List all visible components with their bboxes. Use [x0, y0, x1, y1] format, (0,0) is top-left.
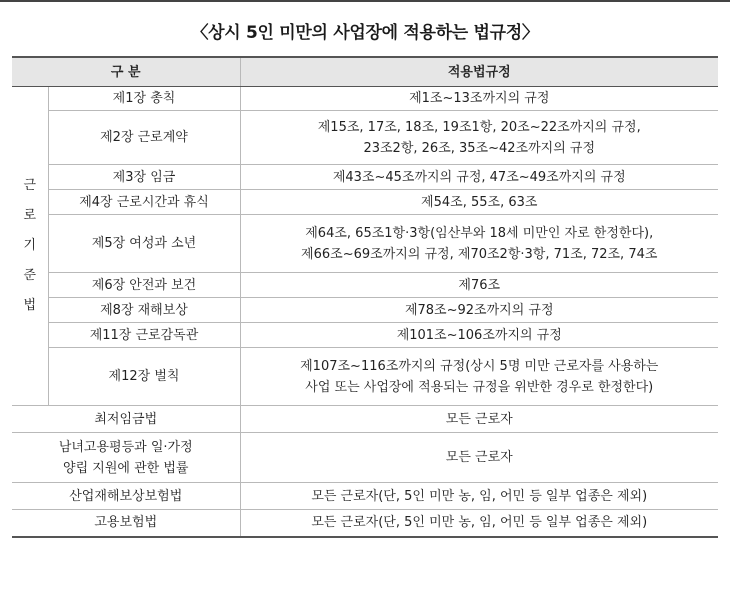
header-category: 구 분 — [12, 57, 240, 87]
table-row — [12, 190, 718, 215]
table-title: 〈상시 5인 미만의 사업장에 적용하는 법규정〉 — [191, 23, 539, 43]
provisions-cell: 제107조~116조까지의 규정(상시 5명 미만 근로자를 사용하는 사업 또는 사업장에 적용되는 규정을 위반한 경우로 한정한다) — [240, 348, 718, 406]
group-label-labor-standards-act: 근 로 기 준 법 — [12, 87, 48, 406]
table-row — [12, 510, 718, 537]
chapter-cell: 제8장 재해보상 — [48, 298, 240, 323]
table-row — [12, 433, 718, 483]
chapter-cell: 제4장 근로시간과 휴식 — [48, 190, 240, 215]
provisions-cell: 제64조, 65조1항·3항(임산부와 18세 미만인 자로 한정한다), 제66조~69조까지의 규정, 제70조2항·3항, 71조, 72조, 74조 — [240, 215, 718, 273]
table-row — [12, 298, 718, 323]
provisions-cell: 제54조, 55조, 63조 — [240, 190, 718, 215]
chapter-cell: 제6장 안전과 보건 — [48, 273, 240, 298]
law-name-cell: 최저임금법 — [12, 406, 240, 433]
law-name-cell: 고용보험법 — [12, 510, 240, 537]
law-table — [12, 56, 718, 538]
chapter-cell: 제5장 여성과 소년 — [48, 215, 240, 273]
chapter-cell: 제3장 임금 — [48, 165, 240, 190]
provisions-cell: 제43조~45조까지의 규정, 47조~49조까지의 규정 — [240, 165, 718, 190]
chapter-cell: 제11장 근로감독관 — [48, 323, 240, 348]
table-row — [12, 165, 718, 190]
top-rule — [0, 0, 730, 2]
provisions-cell: 제76조 — [240, 273, 718, 298]
table-row — [12, 323, 718, 348]
applies-cell: 모든 근로자 — [240, 406, 718, 433]
table-row — [12, 273, 718, 298]
chapter-cell: 제1장 총칙 — [48, 87, 240, 111]
applies-cell: 모든 근로자 — [240, 433, 718, 483]
table-row — [12, 215, 718, 273]
table-row — [12, 483, 718, 510]
header-provisions: 적용법규정 — [240, 57, 718, 87]
table-row — [12, 348, 718, 406]
header-row — [12, 57, 718, 87]
provisions-cell: 제1조~13조까지의 규정 — [240, 87, 718, 111]
table-row — [12, 111, 718, 165]
provisions-cell: 제78조~92조까지의 규정 — [240, 298, 718, 323]
applies-cell: 모든 근로자(단, 5인 미만 농, 임, 어민 등 일부 업종은 제외) — [240, 510, 718, 537]
applies-cell: 모든 근로자(단, 5인 미만 농, 임, 어민 등 일부 업종은 제외) — [240, 483, 718, 510]
chapter-cell: 제12장 벌칙 — [48, 348, 240, 406]
provisions-cell: 제101조~106조까지의 규정 — [240, 323, 718, 348]
table-row — [12, 87, 718, 111]
provisions-cell: 제15조, 17조, 18조, 19조1항, 20조~22조까지의 규정, 23조2항, 26조, 35조~42조까지의 규정 — [240, 111, 718, 165]
table-row — [12, 406, 718, 433]
law-name-cell: 남녀고용평등과 일·가정 양립 지원에 관한 법률 — [12, 433, 240, 483]
chapter-cell: 제2장 근로계약 — [48, 111, 240, 165]
law-name-cell: 산업재해보상보험법 — [12, 483, 240, 510]
